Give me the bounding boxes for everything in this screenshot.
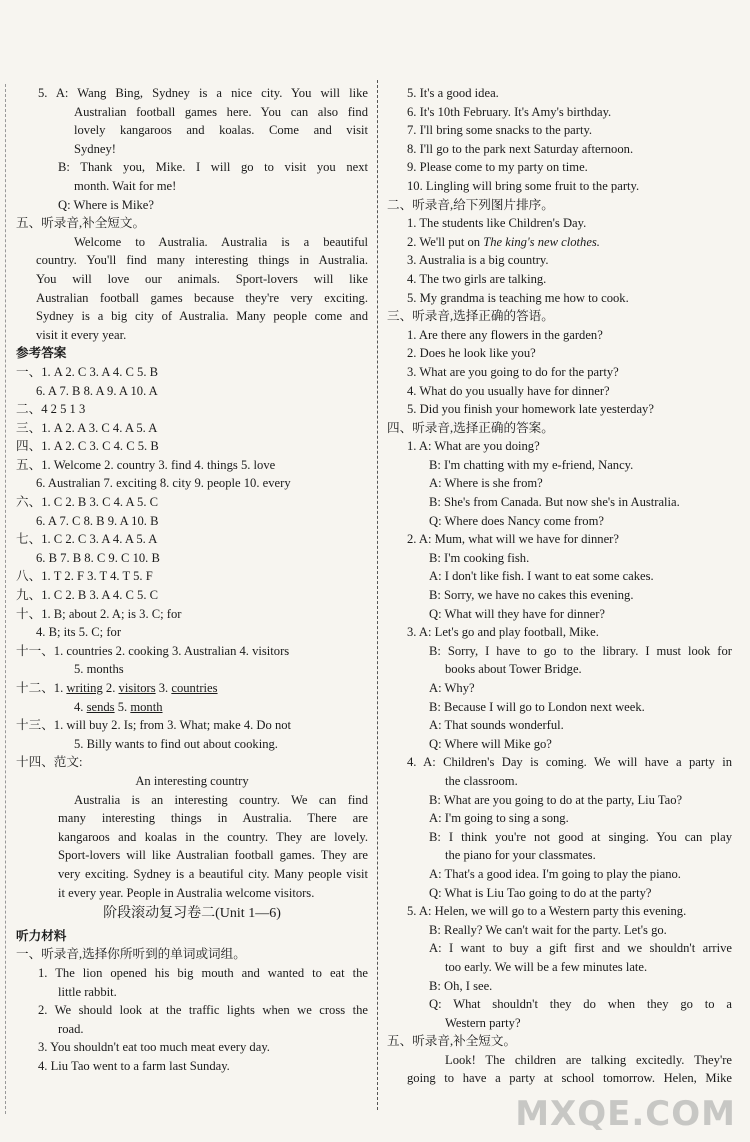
left-text-line: 5. A: Wang Bing, Sydney is a nice city. You will like (38, 86, 368, 100)
right-text-line: the piano for your classmates. (445, 848, 596, 863)
right-text-line: 五、听录音,补全短文。 (387, 1034, 517, 1049)
left-text-line: 四、1. A 2. C 3. C 4. C 5. B (16, 439, 159, 454)
left-text-line: Australian football games here. You can also find (74, 104, 368, 119)
left-text-line: 6. Australian 7. exciting 8. city 9. people 10. every (36, 476, 291, 491)
left-text-line: 六、1. C 2. B 3. C 4. A 5. C (16, 495, 159, 510)
left-text-line: country. You'll find many interesting things in Australia. (36, 253, 368, 268)
right-text-line: 5. Did you finish your homework late yesterday? (407, 402, 654, 417)
left-text-line: 6. A 7. C 8. B 9. A 10. B (36, 513, 159, 528)
right-text-line: 2. A: Mum, what will we have for dinner? (407, 532, 619, 547)
right-text-line: A: Why? (429, 681, 475, 695)
right-text-line: A: That's a good idea. I'm going to play the piano. (429, 866, 681, 881)
left-text-line: 十二、1. writing 2. visitors 3. countries (16, 681, 218, 695)
left-text-line: 阶段滚动复习卷二(Unit 1—6) (103, 906, 281, 922)
right-text-line: Western party? (445, 1015, 521, 1030)
right-text-line: Q: What is Liu Tao going to do at the party? (429, 885, 652, 900)
right-text-line: B: I think you're not good at singing. You can play (429, 829, 732, 844)
right-text-line: Q: What will they have for dinner? (429, 606, 606, 621)
left-text-line: it every year. People in Australia welcome visitors. (58, 885, 315, 900)
right-text-line: 9. Please come to my party on time. (407, 160, 588, 175)
right-text-line: 二、听录音,给下列图片排序。 (387, 197, 554, 212)
right-text-line: the classroom. (445, 773, 518, 788)
left-text-line: 3. You shouldn't eat too much meat every day. (38, 1040, 270, 1055)
right-text-line: going to have a party at school tomorrow. Helen, Mike (407, 1071, 732, 1086)
left-text-line: 七、1. C 2. C 3. A 4. A 5. A (16, 532, 158, 547)
left-text-line: 6. B 7. B 8. C 9. C 10. B (36, 550, 160, 565)
left-text-line: lovely kangaroos and koalas. Come and visit (74, 123, 368, 138)
left-text-line: 6. A 7. B 8. A 9. A 10. A (36, 383, 158, 398)
left-text-line: little rabbit. (58, 984, 117, 999)
right-text-line: 6. It's 10th February. It's Amy's birthday. (407, 104, 612, 119)
left-text-line: Australia is an interesting country. We can find (74, 792, 368, 807)
right-text-line: 8. I'll go to the park next Saturday afternoon. (407, 141, 634, 156)
left-text-line: B: Thank you, Mike. I will go to visit you next (58, 160, 368, 175)
left-text-line: 五、听录音,补全短文。 (16, 216, 146, 231)
left-text-line: 十一、1. countries 2. cooking 3. Australian 4. visitors (16, 643, 290, 658)
left-text-line: 十四、范文: (16, 755, 83, 770)
left-text-line: 参考答案 (16, 346, 67, 361)
right-text-line: 1. Are there any flowers in the garden? (407, 327, 603, 342)
left-text-line: very exciting. Sydney is a beautiful city. Many people visit (58, 866, 368, 881)
left-text-line: An interesting country (135, 773, 249, 788)
left-text-line: 听力材料 (16, 928, 67, 943)
right-text-line: 10. Lingling will bring some fruit to the party. (407, 178, 640, 193)
right-text-line: B: Sorry, we have no cakes this evening. (429, 588, 634, 603)
right-text-line: too early. We will be a few minutes late. (445, 959, 648, 974)
right-text-line: B: Sorry, I have to go to the library. I must look for (429, 643, 732, 658)
column-divider (377, 80, 378, 1110)
right-text-line: 5. My grandma is teaching me how to cook. (407, 290, 629, 305)
left-text-line: 十、1. B; about 2. A; is 3. C; for (16, 606, 182, 621)
watermark-logo: MXQE.COM (515, 1094, 736, 1134)
right-text-line: 7. I'll bring some snacks to the party. (407, 123, 593, 138)
left-text-line: visit it every year. (36, 327, 127, 342)
right-text-line: 3. A: Let's go and play football, Mike. (407, 625, 599, 640)
left-text-line: Sport-lovers will like Australian football games. They are (58, 848, 368, 863)
left-text-line: 八、1. T 2. F 3. T 4. T 5. F (16, 569, 153, 584)
right-text-line: 4. The two girls are talking. (407, 271, 547, 286)
right-text-line: A: I want to buy a gift first and we shouldn't arrive (429, 941, 732, 956)
right-text-line: A: I'm going to sing a song. (429, 811, 569, 826)
right-text-line: B: I'm chatting with my e-friend, Nancy. (429, 457, 634, 472)
left-text-line: 一、听录音,选择你所听到的单词或词组。 (16, 947, 246, 962)
right-text-line: 四、听录音,选择正确的答案。 (387, 420, 554, 435)
right-text-line: 1. The students like Children's Day. (407, 216, 587, 231)
right-text-line: A: That sounds wonderful. (429, 718, 564, 733)
right-text-line: 2. Does he look like you? (407, 346, 536, 361)
left-text-line: Australian football games because they're very exciting. (36, 290, 368, 305)
right-text-line: 3. What are you going to do for the party? (407, 364, 619, 379)
right-text-line: 4. What do you usually have for dinner? (407, 383, 610, 398)
left-text-line: 2. We should look at the traffic lights when we cross the (38, 1003, 368, 1018)
left-text-line: month. Wait for me! (74, 178, 177, 193)
right-text-line: 三、听录音,选择正确的答语。 (387, 309, 554, 324)
left-text-line: 九、1. C 2. B 3. A 4. C 5. C (16, 588, 159, 603)
left-text-line: kangaroos and koalas in the country. They are lovely. (58, 829, 368, 844)
right-text-line: 1. A: What are you doing? (407, 439, 540, 454)
left-text-line: 十三、1. will buy 2. Is; from 3. What; make 4. Do not (16, 718, 292, 733)
right-text-line: books about Tower Bridge. (445, 662, 582, 677)
left-text-line: 三、1. A 2. A 3. C 4. A 5. A (16, 420, 158, 435)
right-text-line: A: Where is she from? (429, 476, 543, 491)
right-text-line: Q: Where does Nancy come from? (429, 513, 604, 528)
right-text-line: B: Really? We can't wait for the party. Let's go. (429, 922, 667, 937)
left-text-line: 4. sends 5. month (74, 699, 163, 714)
right-text-line: 5. A: Helen, we will go to a Western party this evening. (407, 904, 687, 919)
right-text-line: B: I'm cooking fish. (429, 550, 530, 565)
right-text-line: 2. We'll put on The king's new clothes. (407, 234, 600, 249)
right-text-line: B: Because I will go to London next week. (429, 699, 645, 714)
left-text-line: Welcome to Australia. Australia is a beautiful (74, 234, 368, 249)
left-text-line: 5. months (74, 662, 124, 677)
left-text-line: Q: Where is Mike? (58, 197, 154, 212)
left-text-line: 二、4 2 5 1 3 (16, 402, 86, 417)
left-text-line: road. (58, 1021, 84, 1036)
left-text-line: 一、1. A 2. C 3. A 4. C 5. B (16, 364, 159, 379)
left-margin-rule (5, 84, 6, 1114)
left-text-line: 4. B; its 5. C; for (36, 625, 122, 640)
right-text-line: 4. A: Children's Day is coming. We will have a party in (407, 755, 732, 770)
right-text-line: 3. Australia is a big country. (407, 253, 549, 268)
left-text-line: Sydney is a big city of Australia. Many people come and (36, 309, 368, 324)
right-column (387, 84, 732, 1088)
left-text-line: 1. The lion opened his big mouth and wanted to eat the (38, 965, 368, 980)
right-text-line: A: I don't like fish. I want to eat some cakes. (429, 569, 654, 584)
right-text-line: B: She's from Canada. But now she's in Australia. (429, 495, 680, 510)
left-text-line: 五、1. Welcome 2. country 3. find 4. things 5. love (16, 457, 276, 472)
left-column (16, 84, 368, 1075)
right-text-line: 5. It's a good idea. (407, 86, 499, 100)
right-text-line: B: What are you going to do at the party, Liu Tao? (429, 792, 683, 807)
right-text-line: B: Oh, I see. (429, 978, 493, 993)
left-text-line: many interesting things in Australia. There are (58, 811, 368, 826)
left-text-line: 4. Liu Tao went to a farm last Sunday. (38, 1058, 230, 1073)
left-text-line: You will love our animals. Sport-lovers will like (36, 271, 368, 286)
right-text-line: Q: What shouldn't they do when they go to a (429, 997, 732, 1012)
left-text-line: 5. Billy wants to find out about cooking. (74, 736, 278, 751)
right-text-line: Look! The children are talking excitedly. They're (445, 1052, 732, 1067)
right-text-line: Q: Where will Mike go? (429, 736, 552, 751)
left-text-line: Sydney! (74, 141, 116, 156)
